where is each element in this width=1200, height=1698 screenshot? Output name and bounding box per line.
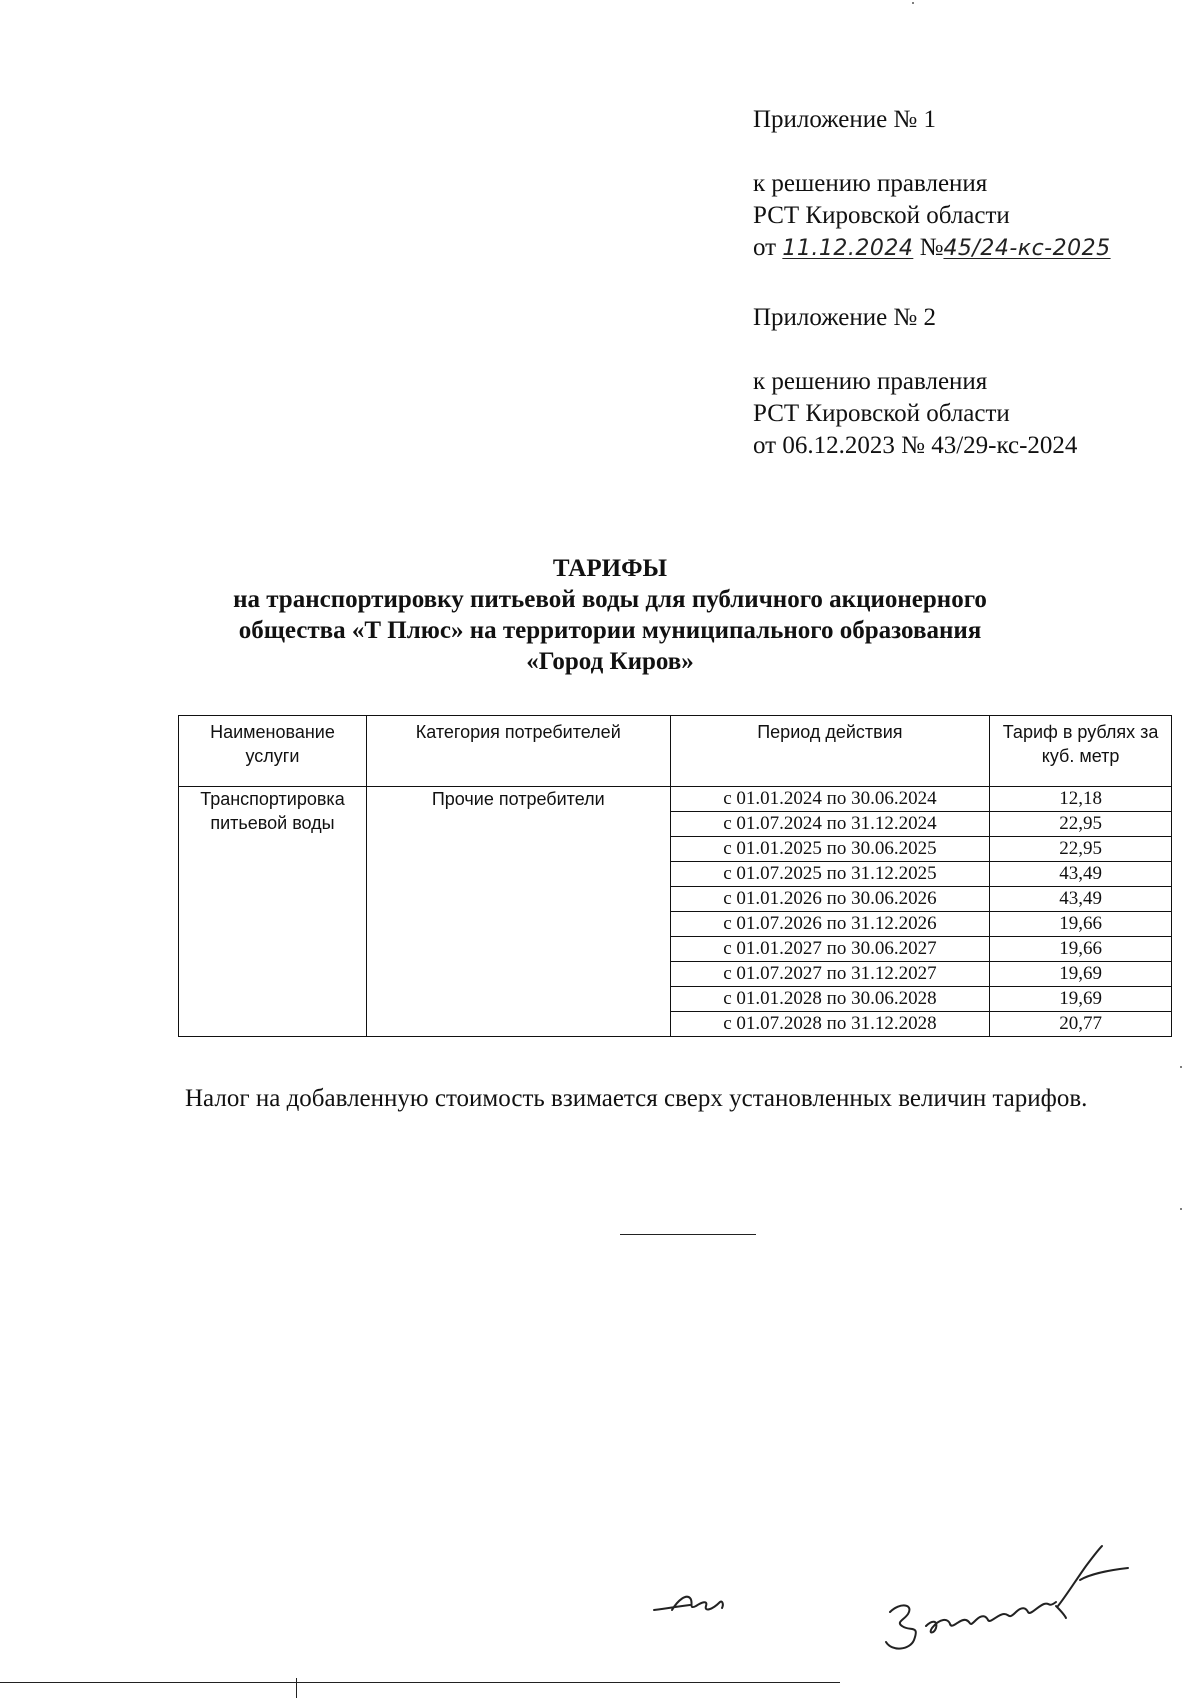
cell-tariff: 22,95 [990,837,1172,862]
cell-period: с 01.01.2028 по 30.06.2028 [670,987,990,1012]
appendix-2-reference-line: от 06.12.2023 № 43/29-кс-2024 [753,432,1078,459]
appendix-1-title: Приложение № 1 [753,106,937,133]
appendix-1-decision-line: к решению правления [753,170,988,197]
signature-small [650,1580,740,1620]
end-divider [620,1234,756,1235]
cell-tariff: 19,66 [990,912,1172,937]
appendix-2-decision-line: к решению правления [753,368,988,395]
cell-period: с 01.07.2028 по 31.12.2028 [670,1012,990,1037]
appendix-1-authority-line: РСТ Кировской области [753,202,1010,229]
cell-tariff: 20,77 [990,1012,1172,1037]
cell-tariff: 12,18 [990,787,1172,812]
cell-period: с 01.07.2025 по 31.12.2025 [670,862,990,887]
document-subtitle-line-1: на транспортировку питьевой воды для публичного акционерного [233,586,987,613]
appendix-1-number: 45/24-кс-2025 [943,236,1111,261]
appendix-2-title: Приложение № 2 [753,304,937,331]
appendix-1-date: 11.12.2024 [782,236,914,261]
table-header-row [179,716,1172,787]
cell-tariff: 19,69 [990,962,1172,987]
appendix-1-from-label: от [753,234,777,261]
cell-period: с 01.07.2024 по 31.12.2024 [670,812,990,837]
document-heading [150,553,1070,677]
cell-period: с 01.07.2026 по 31.12.2026 [670,912,990,937]
bottom-rule [0,1682,840,1683]
cell-tariff: 43,49 [990,887,1172,912]
cell-tariff: 22,95 [990,812,1172,837]
table-body [179,787,1172,1037]
cell-period: с 01.01.2027 по 30.06.2027 [670,937,990,962]
header-tariff: Тариф в рублях за куб. метр [990,716,1172,787]
cell-period: с 01.01.2026 по 30.06.2026 [670,887,990,912]
scan-speck [1180,1066,1182,1068]
cell-period: с 01.01.2025 по 30.06.2025 [670,837,990,862]
cell-tariff: 19,69 [990,987,1172,1012]
document-subtitle-line-3: «Город Киров» [526,648,694,675]
bottom-rule-tick [296,1678,297,1698]
appendix-1-block [753,104,1111,265]
cell-tariff: 19,66 [990,937,1172,962]
tariffs-table [178,715,1172,1037]
table-row [179,787,1172,812]
document-title: ТАРИФЫ [552,555,668,582]
scan-speck [912,2,914,4]
cell-category: Прочие потребители [366,787,670,1037]
header-period: Период действия [670,716,990,787]
scan-speck [1180,1208,1182,1210]
document-subtitle-line-2: общества «Т Плюс» на территории муниципального образования [238,617,982,644]
appendix-2-block [753,302,1077,462]
cell-period: с 01.01.2024 по 30.06.2024 [670,787,990,812]
cell-tariff: 43,49 [990,862,1172,887]
appendix-2-authority-line: РСТ Кировской области [753,400,1010,427]
header-service: Наименование услуги [179,716,367,787]
header-category: Категория потребителей [366,716,670,787]
cell-service: Транспортировка питьевой воды [179,787,367,1037]
appendix-1-number-label: № [919,234,944,261]
cell-period: с 01.07.2027 по 31.12.2027 [670,962,990,987]
vat-note: Налог на добавленную стоимость взимается сверх установленных величин тарифов. [185,1085,1088,1112]
signature-large [880,1540,1140,1660]
appendix-1-reference-line [753,232,1111,265]
